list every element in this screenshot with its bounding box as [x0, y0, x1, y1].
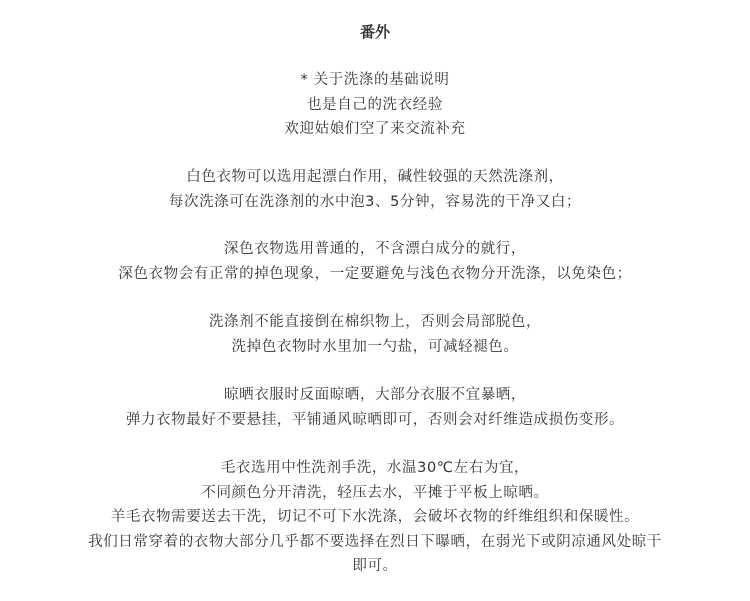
text-line: 深色衣物选用普通的，不含漂白成分的就行， [224, 241, 526, 257]
text-line: 晾晒衣服时反面晾晒，大部分衣服不宜暴晒， [224, 387, 526, 403]
cotton-paragraph [0, 310, 750, 359]
text-line: 也是自己的洗衣经验 [307, 96, 443, 113]
text-line: 白色衣物可以选用起漂白作用，碱性较强的天然洗涤剂， [186, 169, 564, 185]
text-line: 毛衣选用中性洗剂手洗，水温30℃左右为宜， [220, 460, 530, 476]
text-line: 洗涤剂不能直接倒在棉织物上，否则会局部脱色， [208, 314, 542, 330]
text-line: * 关于洗涤的基础说明 [300, 72, 450, 88]
text-line: 羊毛衣物需要送去干洗，切记不可下水洗涤，会破坏衣物的纤维组织和保暖性。 [110, 509, 640, 525]
white-clothes-paragraph [0, 165, 750, 214]
text-line: 不同颜色分开清洗，轻压去水，平摊于平板上晾晒。 [201, 484, 549, 501]
text-line: 我们日常穿着的衣物大部分几乎都不要选择在烈日下曝晒，在弱光下或阴凉通风处晾干 [88, 533, 662, 550]
wool-paragraph [0, 456, 750, 579]
text-line: 洗掉色衣物时水里加一勺盐，可减轻褪色。 [231, 338, 519, 355]
drying-paragraph [0, 383, 750, 432]
text-line: 每次洗涤可在洗涤剂的水中泡3、5分钟，容易洗的干净又白； [168, 193, 582, 210]
page-title: 番外 [359, 23, 390, 41]
dark-clothes-paragraph [0, 237, 750, 286]
text-line: 即可。 [352, 558, 398, 574]
text-line: 弹力衣物最好不要悬挂，平铺通风晾晒即可，否则会对纤维造成损伤变形。 [125, 411, 625, 428]
text-line: 欢迎姑娘们空了来交流补充 [284, 121, 466, 137]
intro-paragraph [0, 68, 750, 142]
text-line: 深色衣物会有正常的掉色现象，一定要避免与浅色衣物分开洗涤，以免染色； [118, 265, 632, 282]
